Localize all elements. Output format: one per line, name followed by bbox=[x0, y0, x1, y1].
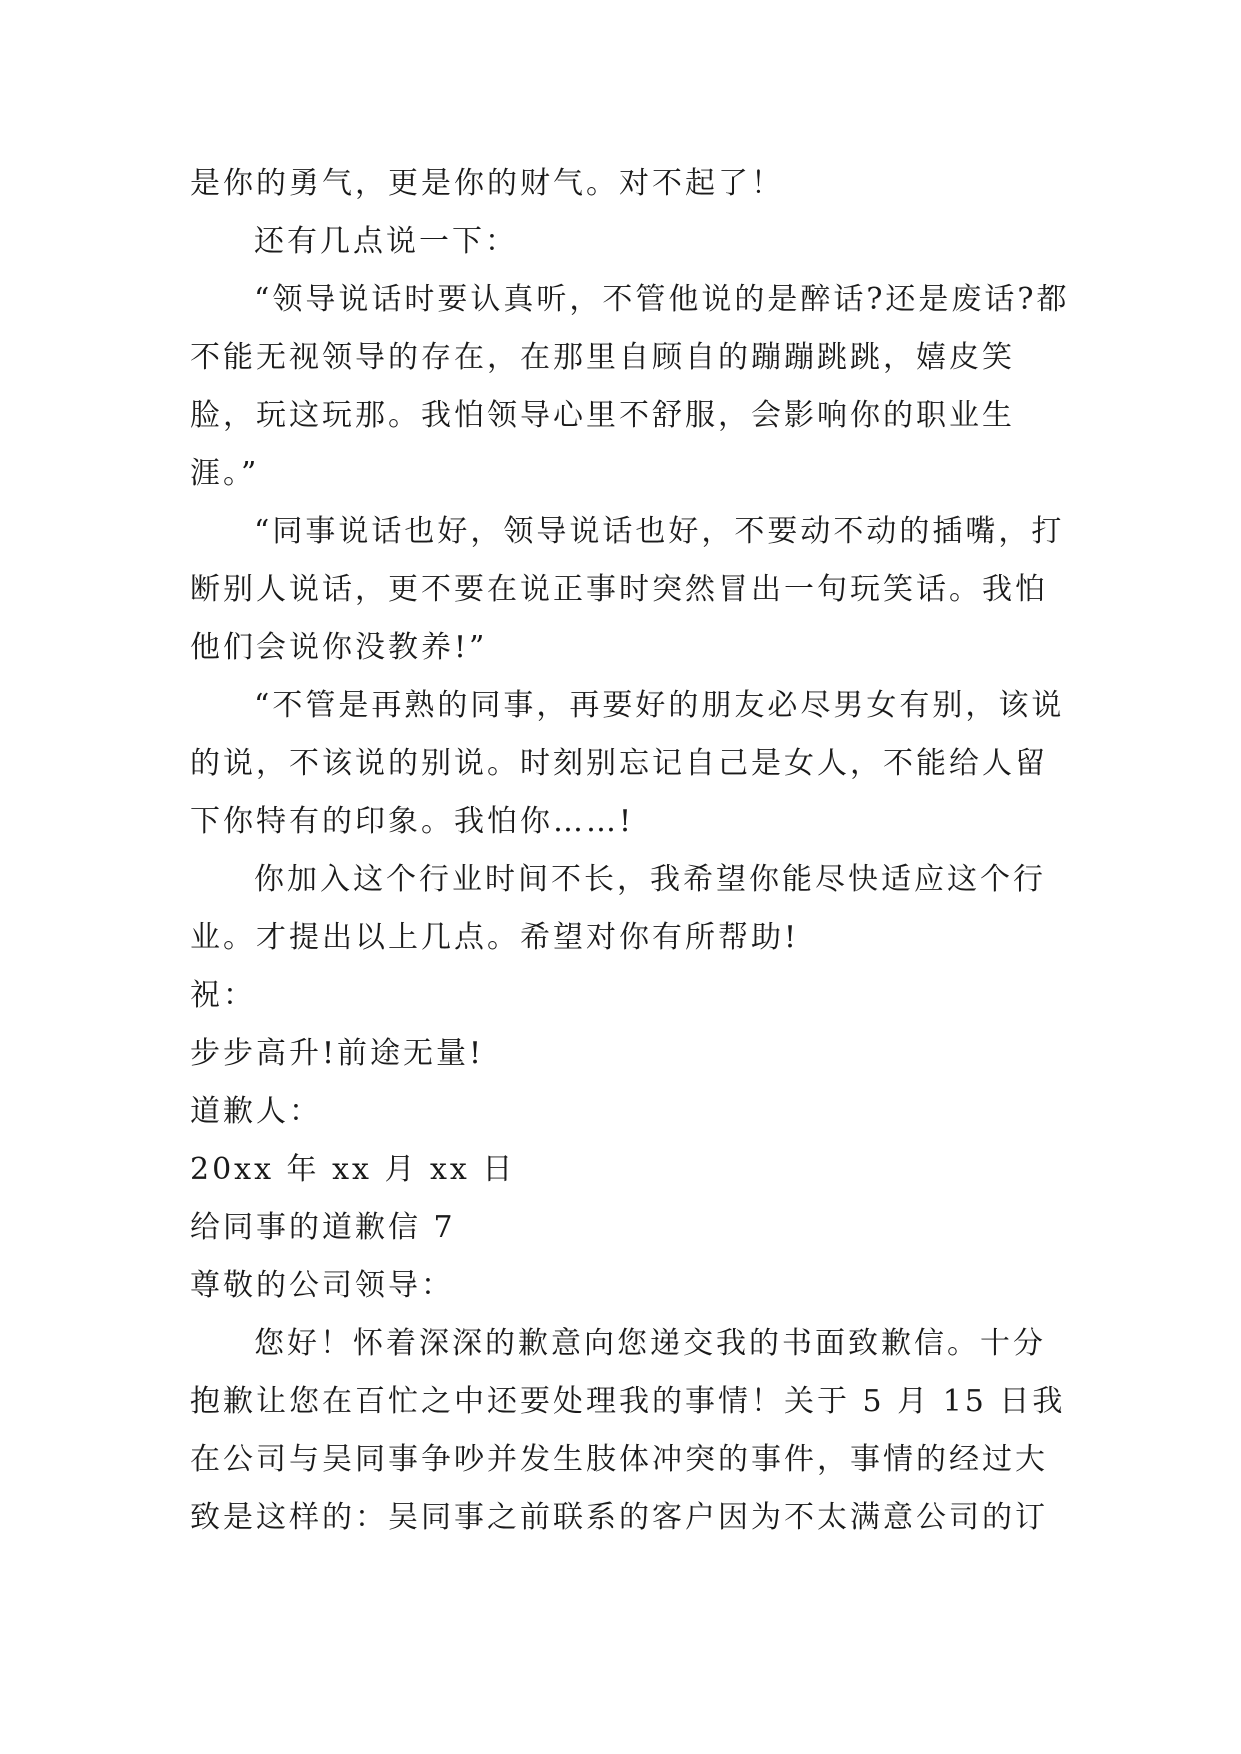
signature-label: 道歉人： bbox=[190, 1094, 322, 1129]
paragraph-intro-points: 还有几点说一下： bbox=[254, 224, 518, 259]
paragraph-letter-body: 您好！怀着深深的歉意向您递交我的书面致歉信。十分抱歉让您在百忙之中还要处理我的事情！关于 5 月 15 日我在公司与吴同事争吵并发生肢体冲突的事件，事情的经过大致是这样的：吴同事之前联系的客户因为不太满意公司的订 bbox=[190, 1326, 1066, 1535]
signature-date: 20xx 年 xx 月 xx 日 bbox=[190, 1152, 516, 1187]
paragraph-point-interrupt: “同事说话也好，领导说话也好，不要动不动的插嘴，打断别人说话，更不要在说正事时突然冒出一句玩笑话。我怕他们会说你没教养!” bbox=[190, 514, 1065, 665]
paragraph-continuation: 是你的勇气，更是你的财气。对不起了！ bbox=[190, 166, 784, 201]
closing-wish-label: 祝： bbox=[190, 978, 256, 1013]
closing-wish-text: 步步高升!前途无量! bbox=[190, 1036, 485, 1071]
paragraph-point-boundaries: “不管是再熟的同事，再要好的朋友必尽男女有别，该说的说，不该说的别说。时刻别忘记自己是女人，不能给人留下你特有的印象。我怕你……! bbox=[190, 688, 1065, 839]
paragraph-closing-hope: 你加入这个行业时间不长，我希望你能尽快适应这个行业。才提出以上几点。希望对你有所帮助! bbox=[190, 862, 1046, 955]
document-body bbox=[190, 155, 1070, 1547]
section-heading: 给同事的道歉信 7 bbox=[190, 1210, 456, 1245]
paragraph-point-listen: “领导说话时要认真听，不管他说的是醉话?还是废话?都不能无视领导的存在，在那里自顾自的蹦蹦跳跳，嬉皮笑脸，玩这玩那。我怕领导心里不舒服，会影响你的职业生涯。” bbox=[190, 282, 1070, 491]
salutation: 尊敬的公司领导： bbox=[190, 1268, 454, 1303]
